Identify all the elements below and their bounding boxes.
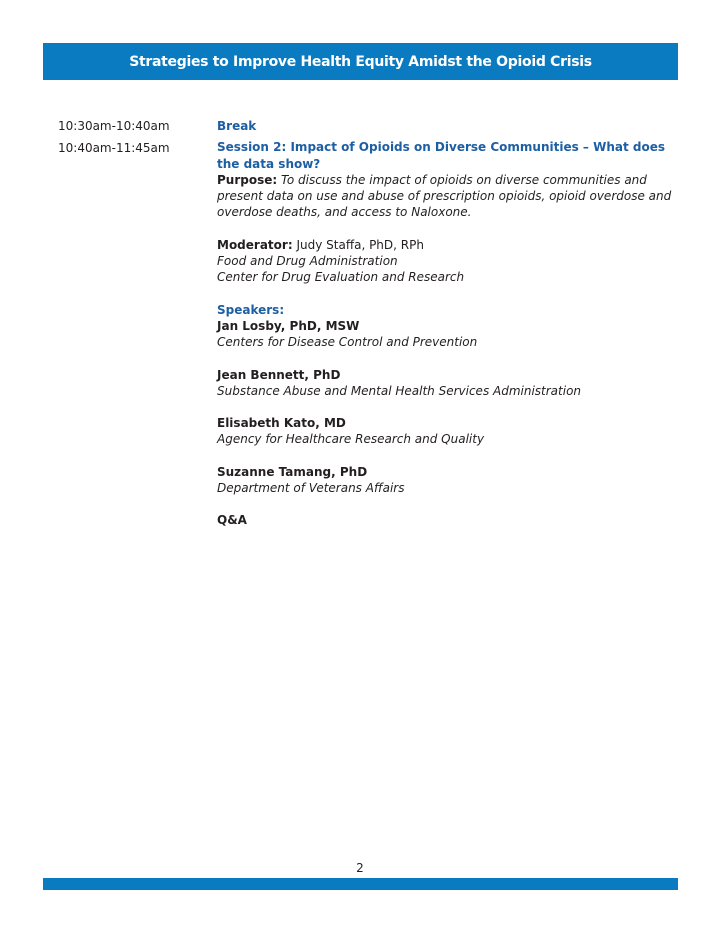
- speaker-org: Department of Veterans Affairs: [217, 481, 405, 496]
- purpose-text: To discuss the impact of opioids on diverse communities and present data on use and abuse of prescription opioids, opioid overdose and overdose deaths, and access to Naloxone.: [217, 172, 672, 220]
- speaker-name: Elisabeth Kato, MD: [217, 416, 346, 431]
- speakers-label: Speakers:: [217, 302, 285, 317]
- moderator-org-line1: Food and Drug Administration: [217, 254, 398, 269]
- purpose-label: Purpose:: [217, 172, 278, 187]
- moderator-label: Moderator:: [217, 237, 293, 252]
- page-title: Strategies to Improve Health Equity Amidst the Opioid Crisis: [129, 53, 592, 70]
- speaker-org: Centers for Disease Control and Prevention: [217, 335, 478, 350]
- break-title: Break: [217, 119, 257, 133]
- speaker-name: Jean Bennett, PhD: [217, 367, 341, 382]
- schedule-time-session-2: 10:40am-11:45am: [58, 141, 170, 155]
- purpose-block: [217, 172, 672, 221]
- header-bar: [43, 43, 678, 80]
- moderator-org-line2: Center for Drug Evaluation and Research: [217, 270, 465, 285]
- speaker-org: Agency for Healthcare Research and Quality: [217, 432, 485, 447]
- schedule-content: [217, 118, 672, 529]
- page-number: 2: [356, 861, 364, 875]
- schedule-time-break: 10:30am-10:40am: [58, 119, 170, 133]
- qa-label: Q&A: [217, 513, 247, 528]
- speaker-org: Substance Abuse and Mental Health Services Administration: [217, 383, 582, 398]
- moderator-name: Judy Staffa, PhD, RPh: [296, 237, 424, 252]
- speaker-name: Jan Losby, PhD, MSW: [217, 318, 360, 333]
- session-title: Session 2: Impact of Opioids on Diverse Communities – What does the data show?: [217, 140, 665, 171]
- moderator-block: [217, 237, 672, 253]
- footer-bar: [43, 878, 678, 890]
- speaker-name: Suzanne Tamang, PhD: [217, 464, 368, 479]
